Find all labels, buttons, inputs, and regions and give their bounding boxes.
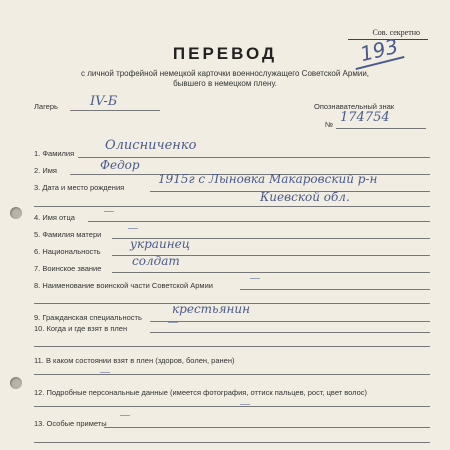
field-3-label: 3. Дата и место рождения — [34, 183, 125, 192]
field-3-value: 1915г с Лыновка Макаровский р-н — [158, 172, 378, 186]
field-10-label: 10. Когда и где взят в плен — [34, 324, 128, 333]
id-tag-line — [336, 128, 426, 129]
field-13-line2 — [34, 442, 430, 443]
field-6-value: украинец — [130, 237, 191, 251]
page-title: ПЕРЕВОД — [172, 44, 278, 63]
camp-value: IV-Б — [90, 94, 118, 109]
field-12-line — [34, 406, 430, 407]
field-4-label: 4. Имя отца — [34, 213, 75, 222]
field-9-label: 9. Гражданская специальность — [34, 313, 142, 322]
field-7-label: 7. Воинское звание — [34, 264, 102, 273]
field-11-label: 11. В каком состоянии взят в плен (здоров, болен, ранен) — [34, 356, 235, 365]
archive-number-handwritten: 193 — [357, 33, 401, 67]
field-3-line2 — [34, 206, 430, 207]
field-7-line — [112, 272, 430, 273]
field-4-value: — — [104, 206, 114, 217]
field-9-value: крестьянин — [172, 302, 251, 316]
field-10-line2 — [34, 346, 430, 347]
field-5-label: 5. Фамилия матери — [34, 230, 102, 239]
field-10-line — [150, 332, 430, 333]
field-9-line — [150, 321, 430, 322]
field-13-value: — — [120, 410, 130, 421]
field-2-label: 2. Имя — [34, 166, 57, 175]
field-12-label: 12. Подробные персональные данные (имеется фотография, оттиск пальцев, рост, цвет волос) — [34, 388, 368, 397]
camp-label: Лагерь — [34, 102, 58, 111]
field-6-label: 6. Национальность — [34, 247, 101, 256]
field-3-value-line2: Киевской обл. — [260, 190, 350, 204]
field-7-value: солдат — [132, 254, 180, 268]
id-tag-value: 174754 — [340, 110, 390, 125]
punch-hole-bottom — [10, 377, 22, 389]
id-tag-label: Опознавательный знак — [314, 102, 395, 111]
field-1-label: 1. Фамилия — [34, 149, 75, 158]
field-12-value: — — [240, 399, 250, 410]
field-10-value: — — [168, 317, 178, 328]
punch-hole-top — [10, 207, 22, 219]
id-tag-number-sign: № — [325, 120, 334, 129]
camp-line — [70, 110, 160, 111]
field-11-value: — — [100, 367, 110, 378]
page-subtitle: с личной трофейной немецкой карточки военнослужащего Советской Армии, бывшего в немецком плену. — [80, 69, 370, 88]
field-2-value: Федор — [100, 158, 140, 172]
field-8-label: 8. Наименование воинской части Советской Армии — [34, 281, 213, 290]
field-13-label: 13. Особые приметы — [34, 419, 107, 428]
field-8-line — [240, 289, 430, 290]
field-11-line — [34, 374, 430, 375]
field-8-value: — — [250, 273, 260, 284]
field-4-line — [88, 221, 430, 222]
field-13-line — [104, 427, 430, 428]
field-1-value: Олисниченко — [105, 138, 197, 153]
field-5-value: — — [128, 223, 138, 234]
secret-mark: Сов. секретно — [372, 28, 420, 37]
